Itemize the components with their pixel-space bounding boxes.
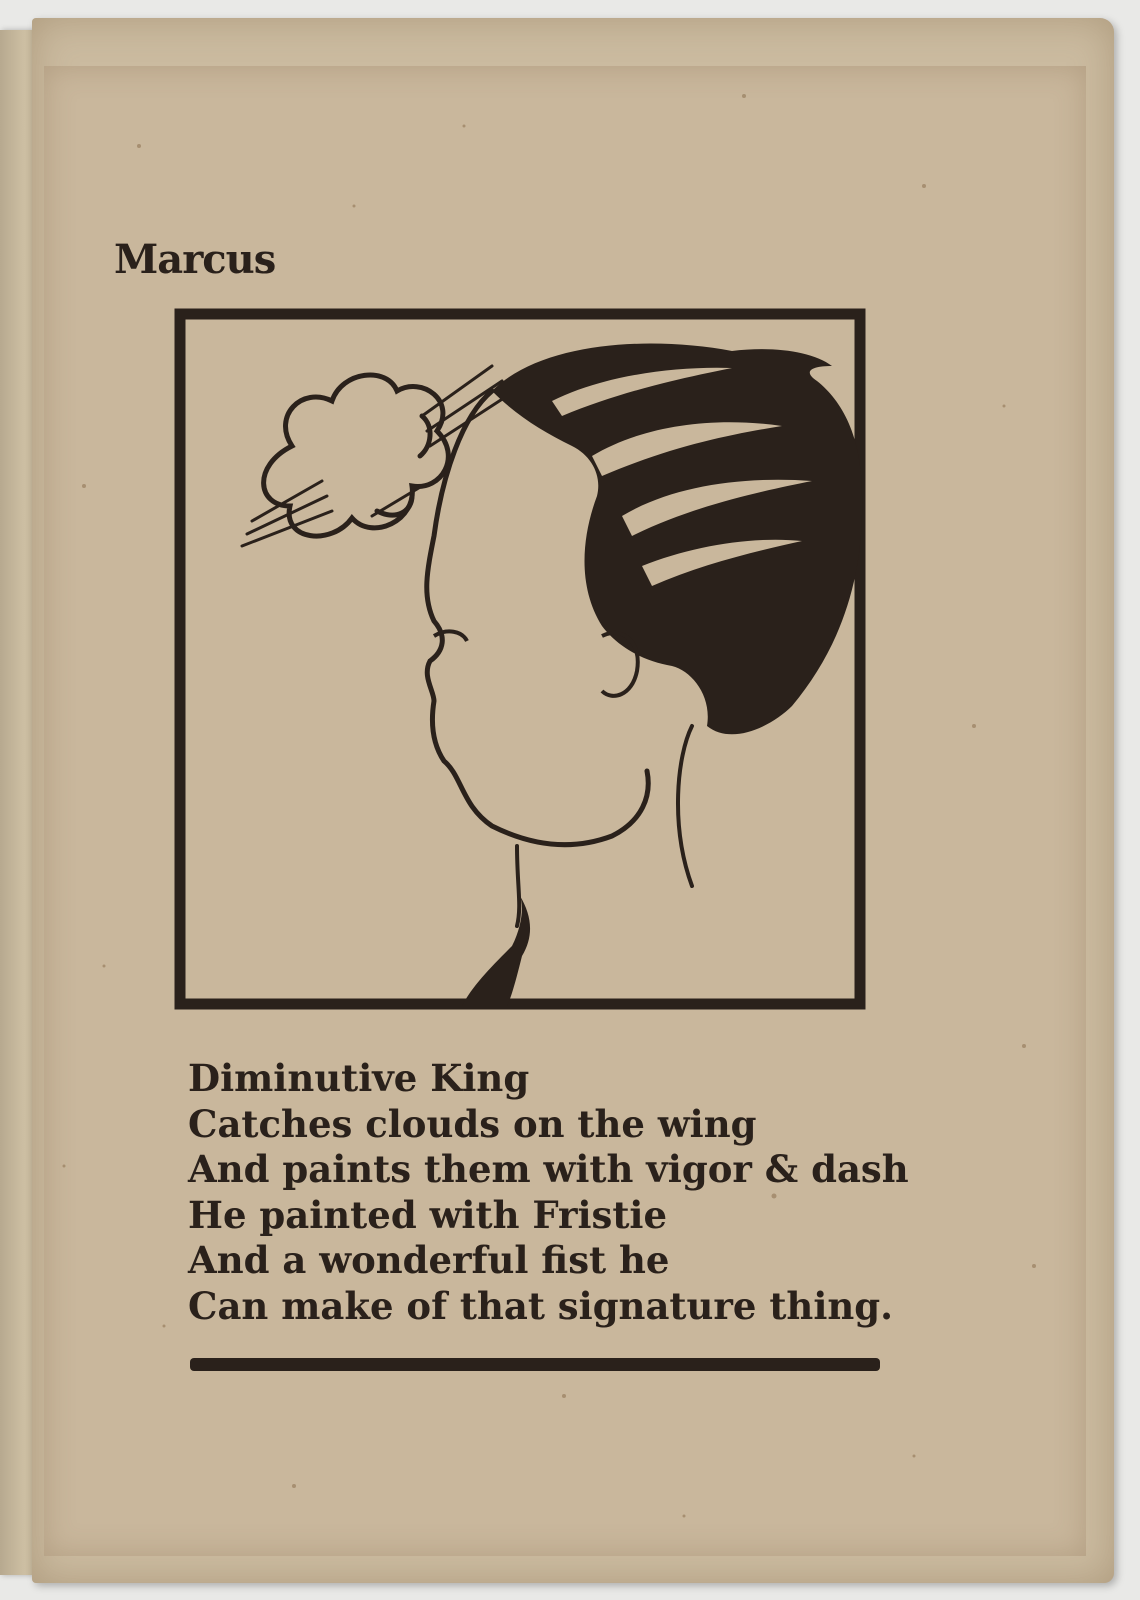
poem xyxy=(188,1056,908,1329)
book-page xyxy=(32,18,1114,1583)
horizontal-rule xyxy=(190,1358,880,1371)
throat xyxy=(517,846,519,926)
page-heading: Marcus xyxy=(114,236,276,283)
poem-line: And a wonderful fist he xyxy=(188,1238,670,1282)
speed-lines xyxy=(242,366,507,546)
hair xyxy=(492,344,862,735)
poem-line: Catches clouds on the wing xyxy=(188,1101,757,1146)
page-paper xyxy=(44,66,1086,1556)
poem-line: He painted with Fristie xyxy=(188,1192,668,1237)
eye xyxy=(434,631,467,641)
woodcut-illustration xyxy=(172,306,872,1016)
poem-line: Can make of that signature thing. xyxy=(188,1283,894,1328)
neck xyxy=(678,726,692,886)
poem-line: Diminutive King xyxy=(188,1056,530,1100)
poem-line: And paints them with vigor & dash xyxy=(188,1147,909,1191)
